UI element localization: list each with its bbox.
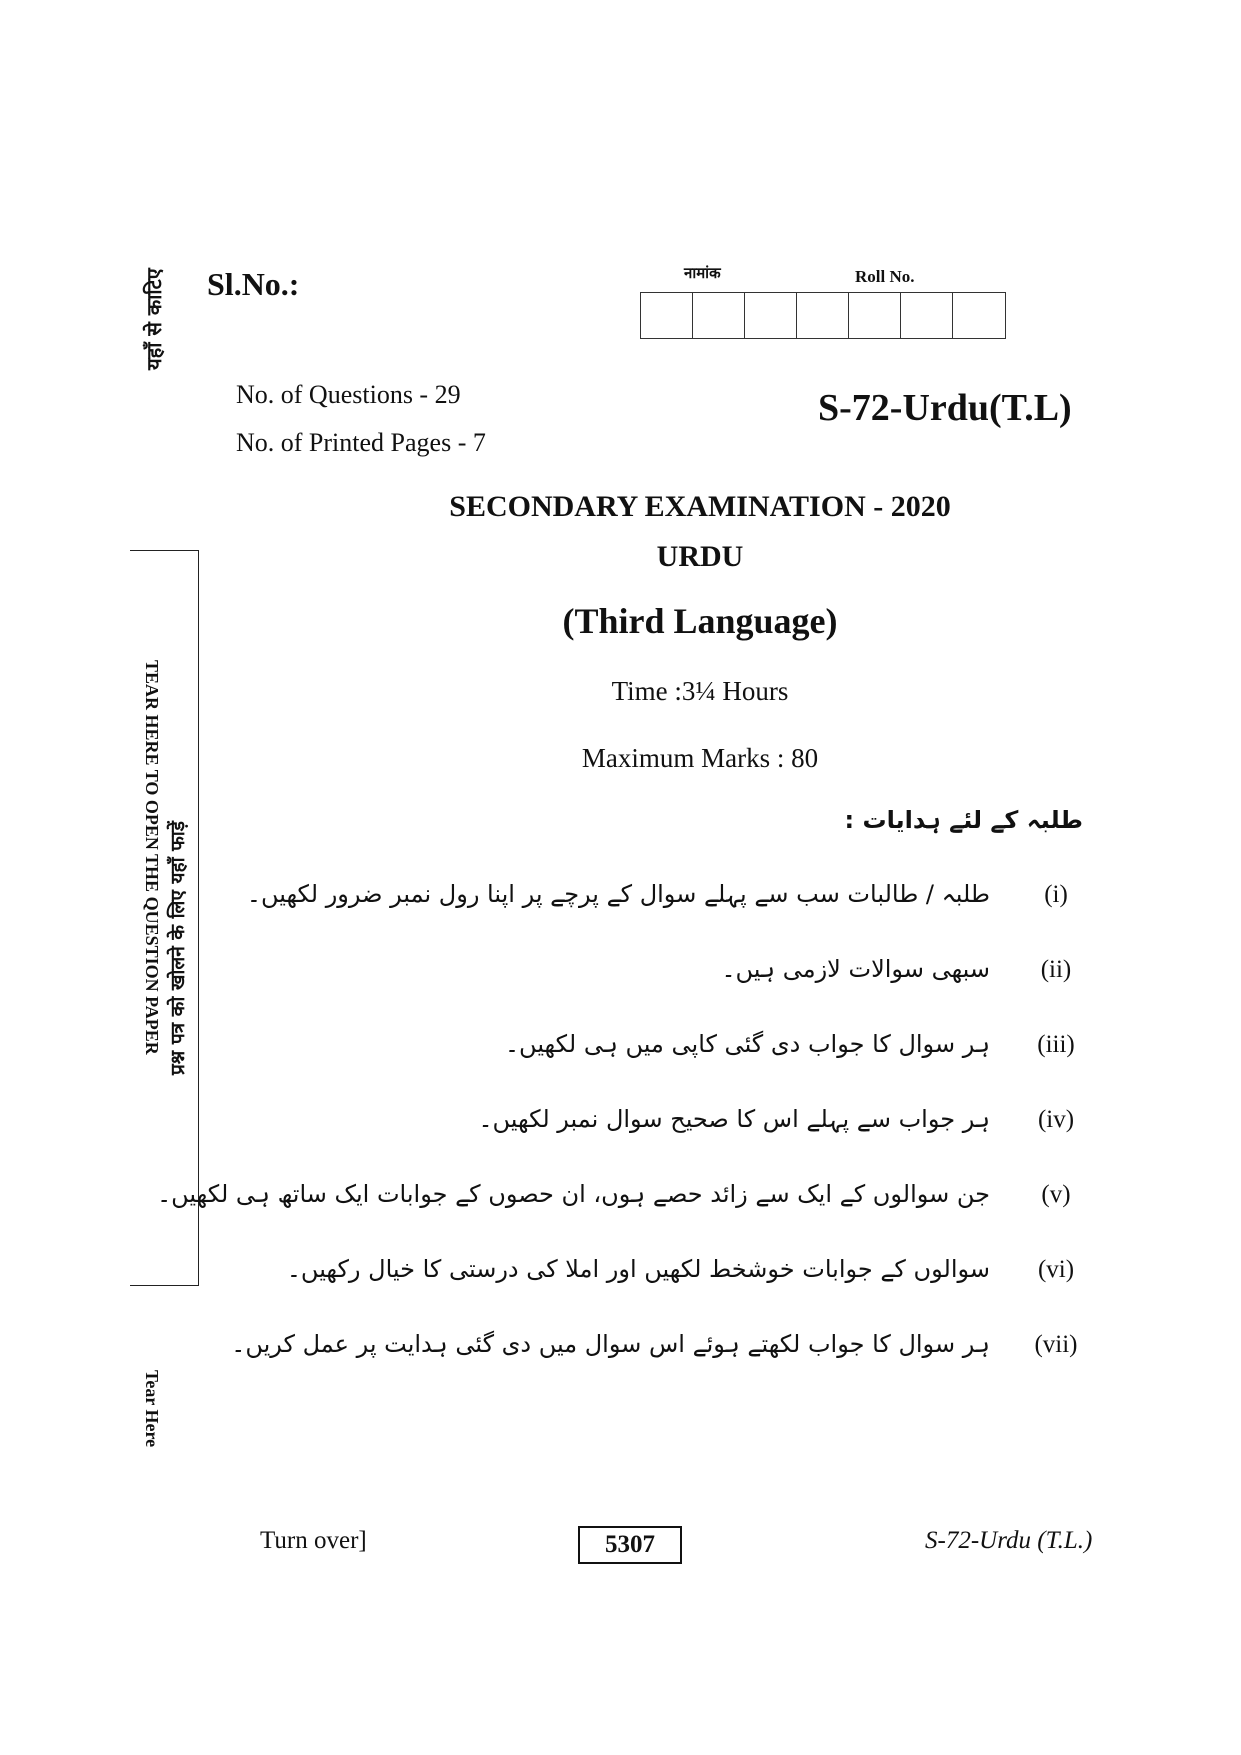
- subject-title: URDU: [656, 540, 744, 573]
- instruction-item: [157, 1180, 1086, 1209]
- instruction-item: [231, 1330, 1086, 1359]
- instruction-number: (vii): [1034, 1331, 1078, 1358]
- roll-number-boxes[interactable]: [640, 292, 1006, 339]
- instruction-item: [247, 880, 1086, 909]
- page-code-box: [578, 1526, 682, 1564]
- instruction-number: (vi): [1037, 1256, 1075, 1283]
- roll-cell[interactable]: [641, 293, 693, 338]
- roll-cell[interactable]: [953, 293, 1005, 338]
- roll-cell[interactable]: [849, 293, 901, 338]
- cut-here-hindi: यहाँ से काटिए: [142, 268, 166, 370]
- time-allowed: Time :3¼ Hours: [611, 676, 789, 706]
- instruction-item: [721, 955, 1086, 984]
- tear-instruction-hindi: प्रश्न पत्र को खोलने के लिए यहाँ फाड़ें: [167, 821, 189, 1075]
- roll-label-hindi: नामांक: [684, 264, 721, 282]
- instruction-number: (ii): [1040, 956, 1072, 983]
- instructions-heading: طلبہ کے لئے ہدایات :: [844, 806, 1083, 834]
- turn-over-note: Turn over]: [260, 1527, 367, 1554]
- instruction-item: [478, 1105, 1086, 1134]
- instruction-number: (v): [1041, 1181, 1071, 1208]
- instruction-text: طلبہ / طالبات سب سے پہلے سوال کے پرچے پر اپنا رول نمبر ضرور لکھیں۔: [246, 880, 990, 908]
- roll-cell[interactable]: [901, 293, 953, 338]
- roll-cell[interactable]: [745, 293, 797, 338]
- instruction-text: ہر سوال کا جواب لکھتے ہوئے اس سوال میں دی گئی ہدایت پر عمل کریں۔: [231, 1330, 990, 1358]
- instruction-item: [505, 1030, 1086, 1059]
- page-code: 5307: [605, 1531, 655, 1558]
- instruction-number: (iv): [1037, 1106, 1075, 1133]
- paper-code: S-72-Urdu(T.L): [818, 387, 1072, 429]
- language-title: (Third Language): [562, 601, 838, 641]
- footer-paper-code: S-72-Urdu (T.L.): [925, 1527, 1093, 1554]
- exam-title: SECONDARY EXAMINATION - 2020: [449, 490, 951, 523]
- serial-number-label: Sl.No.:: [207, 266, 300, 302]
- instruction-text: سبھی سوالات لازمی ہیں۔: [721, 955, 990, 983]
- roll-label: Roll No.: [855, 267, 915, 286]
- instruction-text: ہر جواب سے پہلے اس کا صحیح سوال نمبر لکھیں۔: [478, 1105, 990, 1133]
- instruction-item: [287, 1255, 1086, 1284]
- number-of-questions: No. of Questions - 29: [236, 380, 461, 409]
- maximum-marks: Maximum Marks : 80: [581, 743, 819, 773]
- instruction-number: (i): [1044, 881, 1068, 908]
- instruction-number: (iii): [1037, 1031, 1075, 1058]
- instruction-text: سوالوں کے جوابات خوشخط لکھیں اور املا کی درستی کا خیال رکھیں۔: [286, 1255, 990, 1283]
- tear-here-label: Tear Here: [142, 1370, 162, 1448]
- roll-cell[interactable]: [693, 293, 745, 338]
- tear-instruction-english: TEAR HERE TO OPEN THE QUESTION PAPER: [142, 660, 162, 1055]
- number-of-pages: No. of Printed Pages - 7: [236, 428, 486, 457]
- roll-cell[interactable]: [797, 293, 849, 338]
- instruction-text: جن سوالوں کے ایک سے زائد حصے ہوں، ان حصوں کے جوابات ایک ساتھ ہی لکھیں۔: [157, 1180, 990, 1208]
- instruction-text: ہر سوال کا جواب دی گئی کاپی میں ہی لکھیں۔: [504, 1030, 990, 1058]
